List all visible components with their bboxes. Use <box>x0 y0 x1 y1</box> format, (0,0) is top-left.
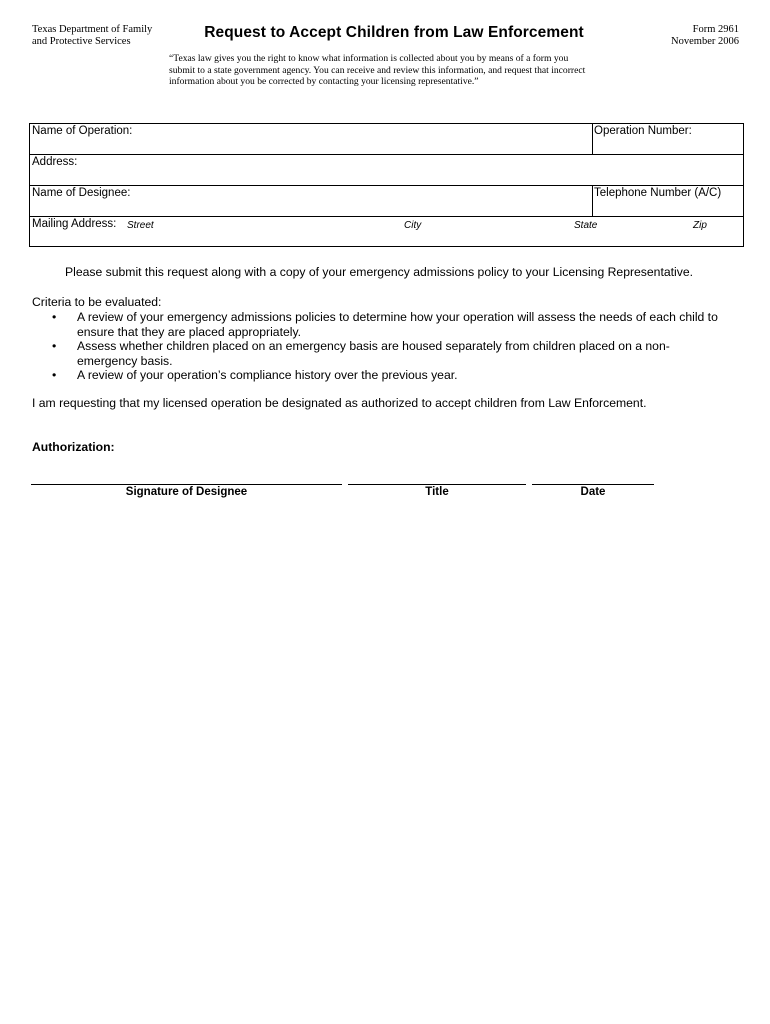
privacy-line-2: submit to a state government agency. You can receive and review this information, and request that incorrect <box>169 64 586 76</box>
form-title: Request to Accept Children from Law Enforcement <box>204 24 584 41</box>
date-line[interactable] <box>532 484 654 485</box>
operation-info-form <box>29 123 744 247</box>
agency-line-1: Texas Department of Family <box>32 24 153 35</box>
bullet-icon: • <box>52 368 57 382</box>
mailing-address-label: Mailing Address: <box>32 218 117 230</box>
signature-label: Signature of Designee <box>125 486 248 498</box>
agency-line-2: and Protective Services <box>32 36 131 47</box>
bullet-icon: • <box>52 310 57 324</box>
operation-row <box>30 124 743 155</box>
address-field[interactable]: Address: <box>32 156 78 168</box>
title-line[interactable] <box>348 484 526 485</box>
form-number: Form 2961 <box>692 24 739 35</box>
submit-instruction: Please submit this request along with a copy of your emergency admissions policy to your Licensing Representative. <box>65 265 693 279</box>
mailing-address-row[interactable] <box>30 217 743 248</box>
signature-line[interactable] <box>31 484 342 485</box>
name-of-operation-field[interactable]: Name of Operation: <box>32 125 133 137</box>
criteria-list <box>52 310 752 383</box>
address-row <box>30 155 743 186</box>
privacy-line-3: information about you be corrected by contacting your licensing representative.” <box>169 76 479 88</box>
form-identifier <box>671 24 739 48</box>
designee-row <box>30 186 743 217</box>
authorization-heading: Authorization: <box>32 440 115 454</box>
city-sublabel: City <box>404 220 422 231</box>
state-sublabel: State <box>574 220 598 231</box>
privacy-line-1: “Texas law gives you the right to know what information is collected about you by means of a form you <box>169 53 569 64</box>
street-sublabel: Street <box>127 220 154 231</box>
request-statement: I am requesting that my licensed operation be designated as authorized to accept children from Law Enforcement. <box>32 396 647 410</box>
criteria-item: • Assess whether children placed on an emergency basis are housed separately from children placed on a non- emergency basis. <box>52 339 670 368</box>
field-divider <box>592 124 593 154</box>
form-date: November 2006 <box>671 36 739 47</box>
agency-name <box>32 24 152 48</box>
date-label: Date <box>580 486 606 498</box>
criteria-item: • A review of your operation’s compliance history over the previous year. <box>52 368 458 382</box>
title-label: Title <box>425 486 449 498</box>
zip-sublabel: Zip <box>693 220 707 231</box>
field-divider <box>592 186 593 216</box>
criteria-heading: Criteria to be evaluated: <box>32 295 162 309</box>
telephone-number-field[interactable]: Telephone Number (A/C) <box>594 187 722 199</box>
name-of-designee-field[interactable]: Name of Designee: <box>32 187 131 199</box>
operation-number-field[interactable]: Operation Number: <box>594 125 692 137</box>
privacy-notice <box>169 53 639 88</box>
criteria-item: • A review of your emergency admissions policies to determine how your operation will assess the needs of each child to ensure that they are placed appropriately. <box>52 310 718 339</box>
bullet-icon: • <box>52 339 57 353</box>
